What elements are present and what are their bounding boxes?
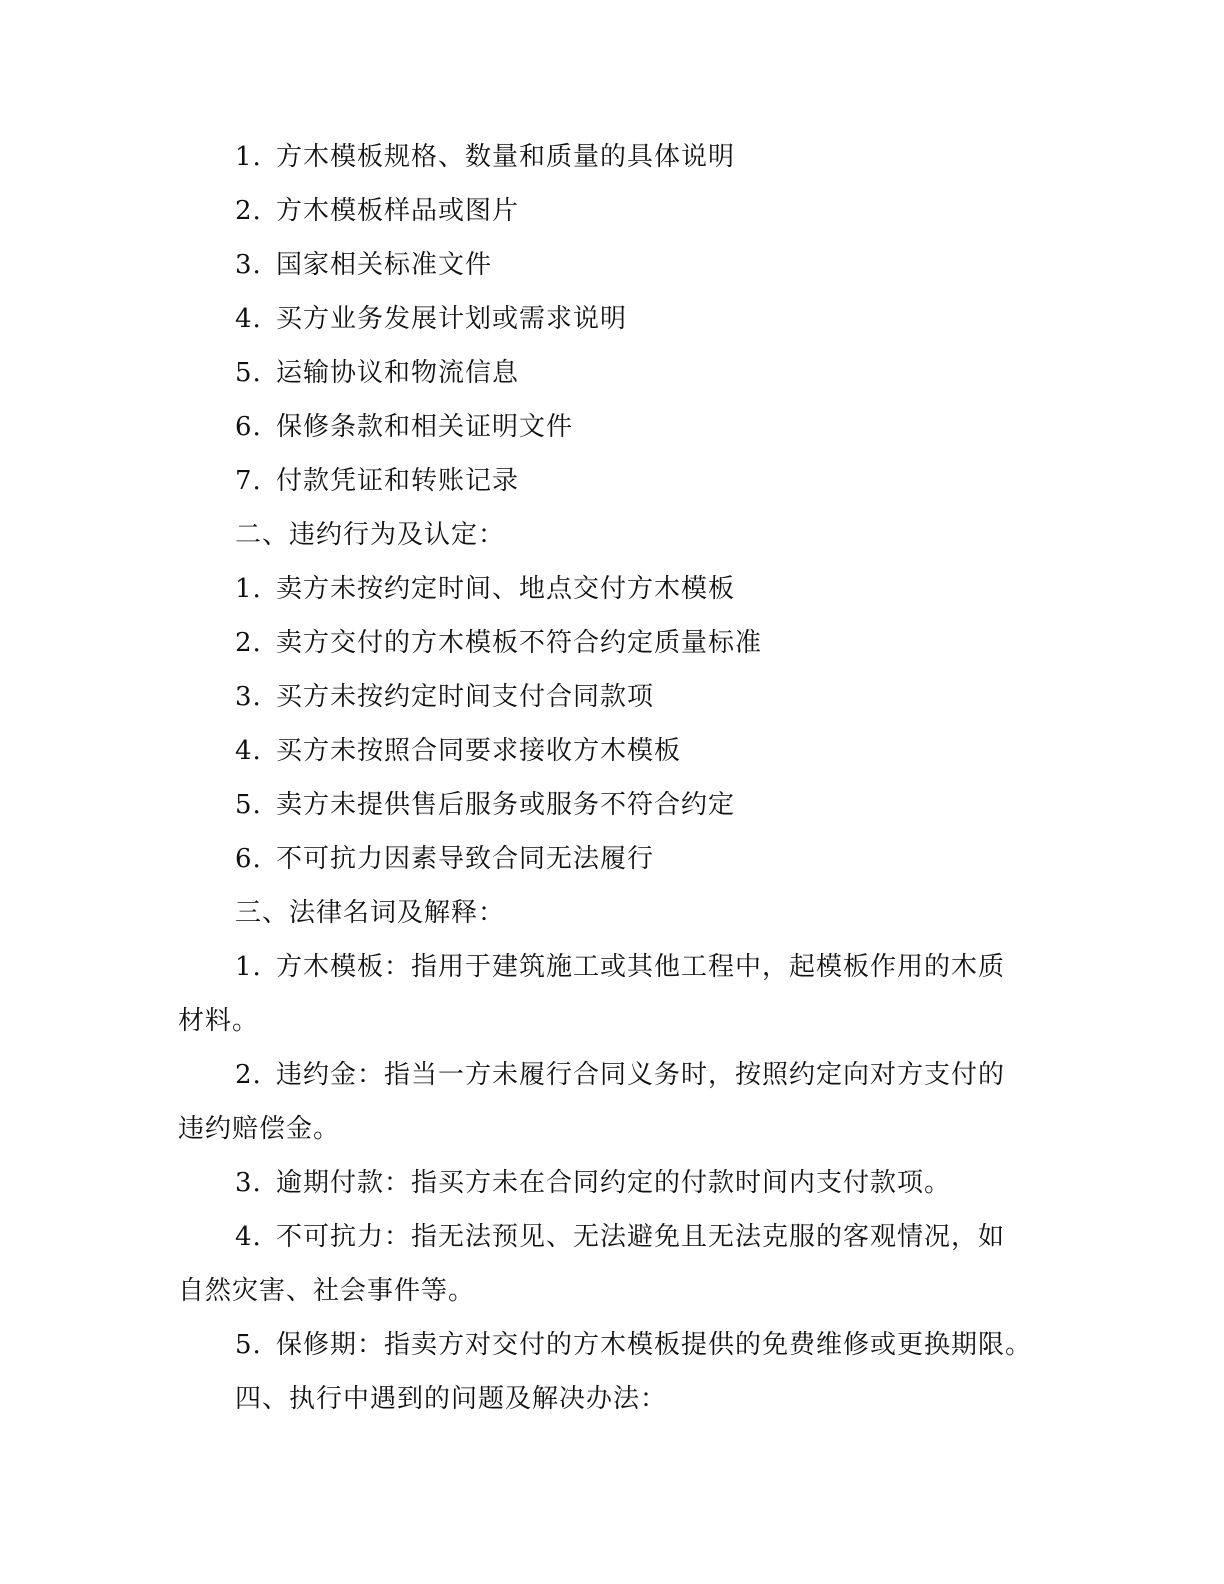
item-number: 3.: [235, 1168, 262, 1198]
list-item: [235, 572, 735, 606]
definition-item: [235, 1058, 1005, 1092]
item-number: 1.: [235, 142, 262, 172]
item-number: 1.: [235, 952, 262, 982]
item-text: 卖方未提供售后服务或服务不符合约定: [276, 790, 736, 820]
item-text: 保修条款和相关证明文件: [276, 412, 574, 442]
definition-text: 方木模板：指用于建筑施工或其他工程中，起模板作用的木质: [276, 952, 1006, 982]
item-number: 3.: [235, 682, 262, 712]
item-text: 卖方未按约定时间、地点交付方木模板: [276, 574, 736, 604]
definition-item: [235, 1220, 1005, 1254]
item-text: 方木模板样品或图片: [276, 196, 520, 226]
list-item: [235, 788, 735, 822]
item-number: 2.: [235, 628, 262, 658]
definition-continuation: 材料。: [178, 1006, 260, 1036]
item-number: 4.: [235, 304, 262, 334]
item-number: 1.: [235, 574, 262, 604]
item-text: 运输协议和物流信息: [276, 358, 520, 388]
item-number: 2.: [235, 196, 262, 226]
list-item: [235, 140, 735, 174]
item-number: 5.: [235, 1330, 262, 1360]
definition-text: 不可抗力：指无法预见、无法避免且无法克服的客观情况，如: [276, 1222, 1006, 1252]
item-text: 不可抗力因素导致合同无法履行: [276, 844, 655, 874]
list-item: [235, 734, 681, 768]
item-text: 买方业务发展计划或需求说明: [276, 304, 628, 334]
definition-item: [235, 950, 1005, 984]
item-number: 6.: [235, 844, 262, 874]
item-number: 6.: [235, 412, 262, 442]
list-item: [235, 680, 654, 714]
definition-continuation: 违约赔偿金。: [178, 1114, 341, 1144]
item-text: 国家相关标准文件: [276, 250, 493, 280]
item-text: 付款凭证和转账记录: [276, 466, 520, 496]
item-number: 7.: [235, 466, 262, 496]
item-text: 买方未按照合同要求接收方木模板: [276, 736, 682, 766]
item-number: 4.: [235, 736, 262, 766]
definition-text: 逾期付款：指买方未在合同约定的付款时间内支付款项。: [276, 1168, 952, 1198]
item-text: 卖方交付的方木模板不符合约定质量标准: [276, 628, 763, 658]
item-number: 5.: [235, 790, 262, 820]
section-heading: 三、法律名词及解释：: [235, 898, 506, 928]
item-number: 2.: [235, 1060, 262, 1090]
section-heading: 四、执行中遇到的问题及解决办法：: [235, 1384, 668, 1414]
item-number: 3.: [235, 250, 262, 280]
definition-text: 保修期：指卖方对交付的方木模板提供的免费维修或更换期限。: [276, 1330, 1033, 1360]
list-item: [235, 410, 573, 444]
definition-item: [235, 1166, 951, 1200]
list-item: [235, 464, 519, 498]
list-item: [235, 302, 627, 336]
item-text: 方木模板规格、数量和质量的具体说明: [276, 142, 736, 172]
list-item: [235, 356, 519, 390]
section-heading: 二、违约行为及认定：: [235, 520, 506, 550]
list-item: [235, 626, 762, 660]
definition-continuation: 自然灾害、社会事件等。: [178, 1276, 476, 1306]
list-item: [235, 194, 519, 228]
item-text: 买方未按约定时间支付合同款项: [276, 682, 655, 712]
list-item: [235, 842, 654, 876]
list-item: [235, 248, 492, 282]
definition-item: [235, 1328, 1032, 1362]
definition-text: 违约金：指当一方未履行合同义务时，按照约定向对方支付的: [276, 1060, 1006, 1090]
item-number: 4.: [235, 1222, 262, 1252]
item-number: 5.: [235, 358, 262, 388]
